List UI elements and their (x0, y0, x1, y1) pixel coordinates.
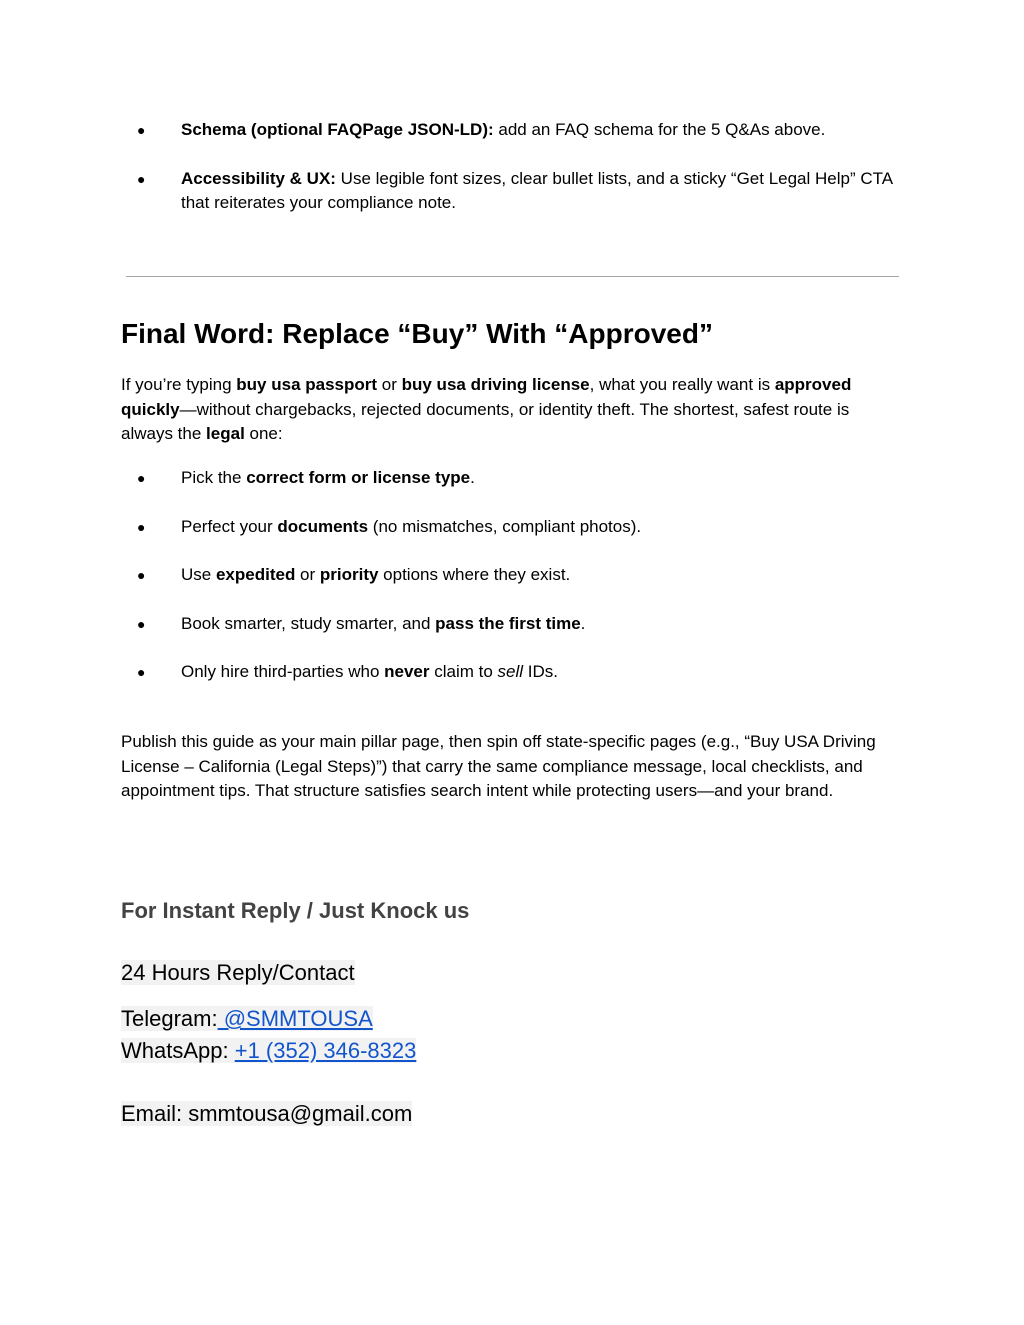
contact-heading: For Instant Reply / Just Knock us (121, 898, 470, 923)
recommendations-list (121, 118, 901, 215)
telegram-line: Telegram: @SMMTOUSA (121, 1006, 373, 1031)
email-line: Email: smmtousa@gmail.com (121, 1101, 413, 1126)
whatsapp-line: WhatsApp: +1 (352) 346-8323 (121, 1038, 417, 1063)
intro-paragraph: If you’re typing buy usa passport or buy usa driving license, what you really want is approved quickly—without chargebacks, rejected documents, or identity theft. The shortest, safest route is always the legal one: (121, 375, 852, 443)
bullet-icon: ● (137, 171, 146, 187)
list-item: ● Accessibility & UX: Use legible font sizes, clear bullet lists, and a sticky “Get Legal Help” CTA that reiterates your compliance note. (137, 169, 893, 212)
section-heading: Final Word: Replace “Buy” With “Approved” (121, 318, 713, 349)
steps-list (121, 466, 901, 684)
horizontal-divider (126, 276, 899, 277)
bullet-icon: ● (137, 664, 146, 680)
list-item: ● Schema (optional FAQPage JSON-LD): add an FAQ schema for the 5 Q&As above. (121, 118, 901, 142)
list-item: ● Use expedited or priority options where they exist. (121, 563, 901, 587)
list-item: ● Book smarter, study smarter, and pass the first time. (121, 612, 901, 636)
bullet-icon: ● (137, 518, 146, 535)
contact-hours: 24 Hours Reply/Contact (121, 960, 355, 985)
list-item: ● Only hire third-parties who never claim to sell IDs. (121, 660, 901, 684)
bullet-icon: ● (137, 615, 146, 632)
publish-paragraph: Publish this guide as your main pillar page, then spin off state-specific pages (e.g., “Buy USA Driving License – California (Legal Steps)”) that carry the same compliance message, local checklists, and appointment tips. That structure satisfies search intent while protecting users—and your brand. (121, 732, 876, 800)
list-item: ● Perfect your documents (no mismatches, compliant photos). (121, 515, 901, 539)
bullet-icon: ● (137, 567, 146, 583)
bullet-icon: ● (137, 470, 146, 486)
telegram-link[interactable]: @SMMTOUSA (217, 1006, 373, 1031)
whatsapp-link[interactable]: +1 (352) 346-8323 (234, 1038, 417, 1063)
list-item: ● Pick the correct form or license type. (121, 466, 901, 490)
bullet-icon: ● (137, 122, 146, 138)
